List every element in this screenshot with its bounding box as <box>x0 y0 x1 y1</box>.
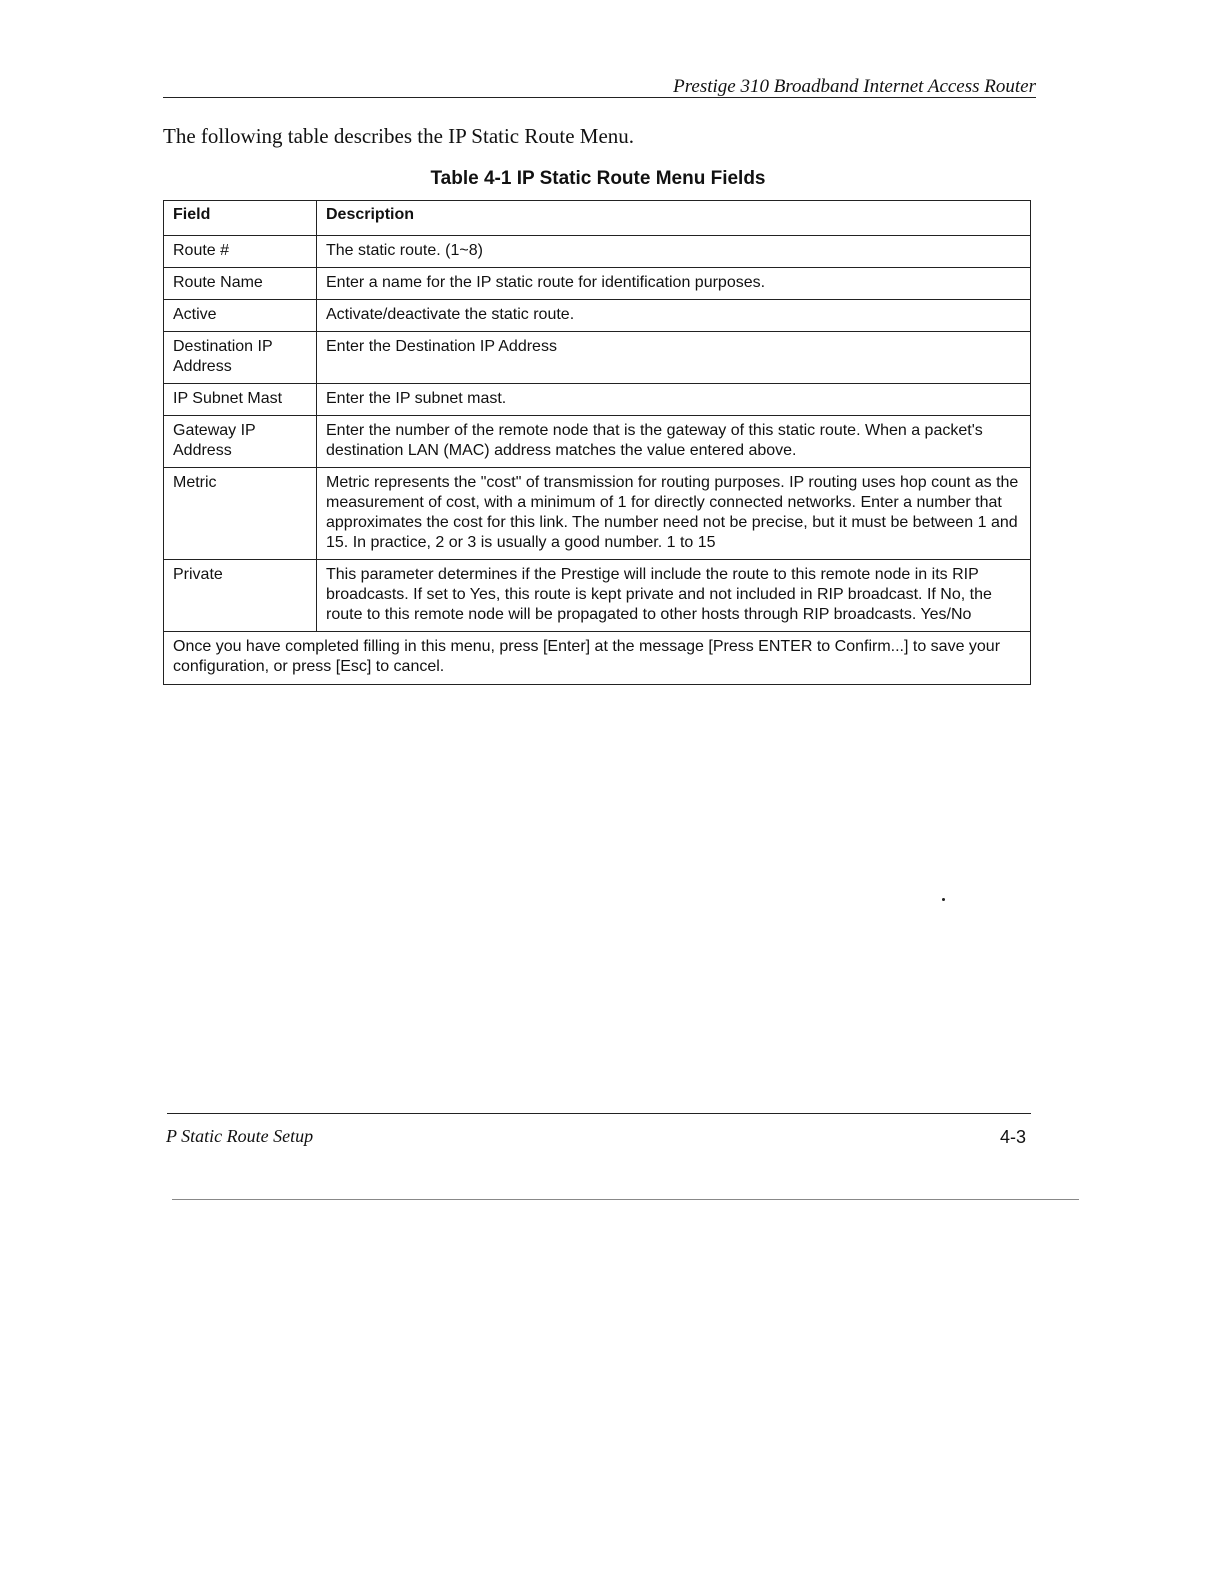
table-note-row <box>164 632 1031 685</box>
field-cell: Gateway IP Address <box>164 416 317 468</box>
table-caption: Table 4-1 IP Static Route Menu Fields <box>430 168 766 189</box>
column-header-field: Field <box>164 201 317 236</box>
table-row <box>164 468 1031 560</box>
fields-table <box>163 200 1031 685</box>
intro-paragraph: The following table describes the IP Static Route Menu. <box>163 124 635 148</box>
description-cell: Metric represents the "cost" of transmission for routing purposes. IP routing uses hop count as the measurement of cost, with a minimum of 1 for directly connected networks. Enter a number that approximates the cost for this link. The number need not be precise, but it must be between 1 and 15. In practice, 2 or 3 is usually a good number. 1 to 15 <box>317 468 1031 560</box>
description-cell: Activate/deactivate the static route. <box>317 300 1031 332</box>
table-row <box>164 236 1031 268</box>
field-cell: Active <box>164 300 317 332</box>
description-cell: Enter the number of the remote node that is the gateway of this static route. When a packet's destination LAN (MAC) address matches the value entered above. <box>317 416 1031 468</box>
table-row <box>164 560 1031 632</box>
description-cell: Enter a name for the IP static route for identification purposes. <box>317 268 1031 300</box>
field-cell: Route Name <box>164 268 317 300</box>
table-header-row <box>164 201 1031 236</box>
description-cell: This parameter determines if the Prestige will include the route to this remote node in its RIP broadcasts. If set to Yes, this route is kept private and not included in RIP broadcast. If No, the route to this remote node will be propagated to other hosts through RIP broadcasts. Yes/No <box>317 560 1031 632</box>
table-row <box>164 416 1031 468</box>
table-row <box>164 300 1031 332</box>
field-cell: Private <box>164 560 317 632</box>
scan-speck <box>942 898 945 901</box>
table-note: Once you have completed filling in this menu, press [Enter] at the message [Press ENTER to Confirm...] to save your configuration, or press [Esc] to cancel. <box>164 632 1031 685</box>
table-row <box>164 384 1031 416</box>
column-header-description: Description <box>317 201 1031 236</box>
page-number: 4-3 <box>999 1127 1026 1147</box>
bottom-rule <box>172 1199 1079 1200</box>
field-cell: Destination IP Address <box>164 332 317 384</box>
table-row <box>164 332 1031 384</box>
description-cell: The static route. (1~8) <box>317 236 1031 268</box>
table-row <box>164 268 1031 300</box>
field-cell: Metric <box>164 468 317 560</box>
running-header: Prestige 310 Broadband Internet Access Router <box>673 76 1036 97</box>
footer-rule <box>167 1113 1031 1114</box>
description-cell: Enter the Destination IP Address <box>317 332 1031 384</box>
header-rule <box>163 97 1036 98</box>
field-cell: Route # <box>164 236 317 268</box>
footer-section-title: P Static Route Setup <box>166 1126 314 1146</box>
field-cell: IP Subnet Mast <box>164 384 317 416</box>
description-cell: Enter the IP subnet mast. <box>317 384 1031 416</box>
